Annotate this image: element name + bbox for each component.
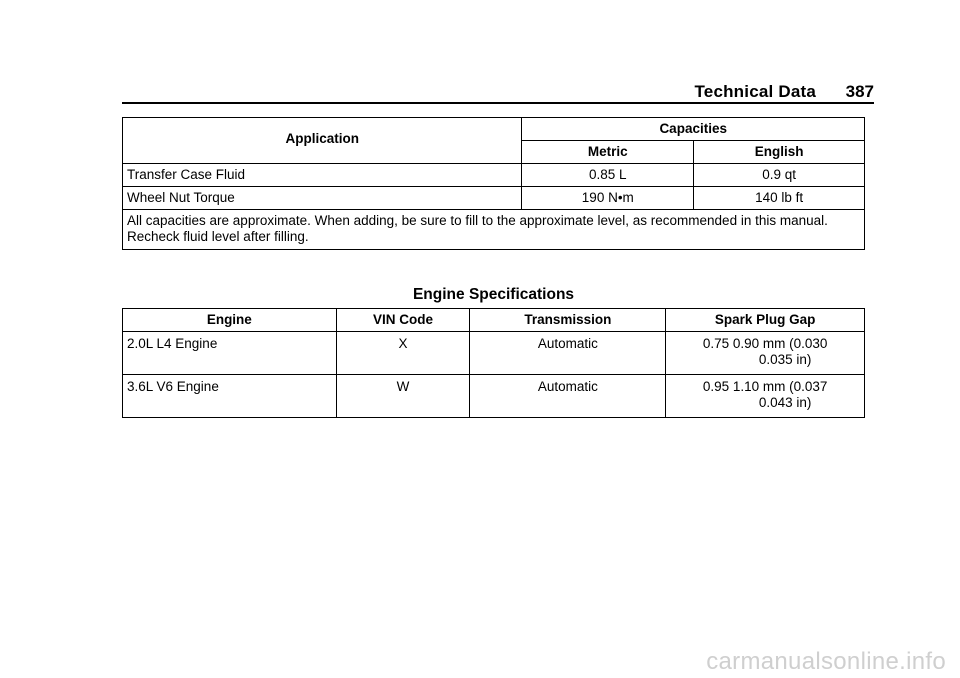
cell-english: 0.9 qt (694, 164, 865, 187)
cell-application: Transfer Case Fluid (123, 164, 522, 187)
header-metric: Metric (522, 141, 694, 164)
cell-metric: 0.85 L (522, 164, 694, 187)
header-application: Application (123, 118, 522, 164)
table-row (123, 375, 865, 418)
cell-metric: 190 N•m (522, 187, 694, 210)
cell-spark-plug-gap (666, 332, 865, 375)
cell-engine: 3.6L V6 Engine (123, 375, 337, 418)
engine-specs-title: Engine Specifications (412, 286, 575, 303)
cell-transmission: Automatic (470, 332, 666, 375)
gap-line-2: 0.043 in) (758, 395, 812, 410)
cell-transmission: Automatic (470, 375, 666, 418)
capacities-note: All capacities are approximate. When adding, be sure to fill to the approximate level, as recommended in this manual. Recheck fluid level after filling. (123, 210, 865, 250)
cell-application: Wheel Nut Torque (123, 187, 522, 210)
table-row (123, 164, 865, 187)
page-header (122, 80, 874, 104)
header-english: English (694, 141, 865, 164)
gap-line-1: 0.75 0.90 mm (0.030 (702, 336, 828, 351)
header-transmission: Transmission (470, 309, 666, 332)
gap-line-1: 0.95 1.10 mm (0.037 (702, 379, 828, 394)
watermark: carmanualsonline.info (706, 648, 946, 675)
header-vin-code: VIN Code (336, 309, 470, 332)
table-row (123, 332, 865, 375)
header-spark-plug-gap: Spark Plug Gap (666, 309, 865, 332)
gap-line-2: 0.035 in) (758, 352, 812, 367)
section-header-title: Technical Data (694, 82, 816, 101)
header-capacities: Capacities (522, 118, 865, 141)
cell-english: 140 lb ft (694, 187, 865, 210)
cell-spark-plug-gap (666, 375, 865, 418)
cell-engine: 2.0L L4 Engine (123, 332, 337, 375)
capacities-table (122, 117, 865, 250)
cell-vin-code: W (336, 375, 470, 418)
cell-vin-code: X (336, 332, 470, 375)
page-number: 387 (845, 82, 874, 101)
table-row (123, 187, 865, 210)
header-engine: Engine (123, 309, 337, 332)
engine-specs-table (122, 308, 865, 418)
